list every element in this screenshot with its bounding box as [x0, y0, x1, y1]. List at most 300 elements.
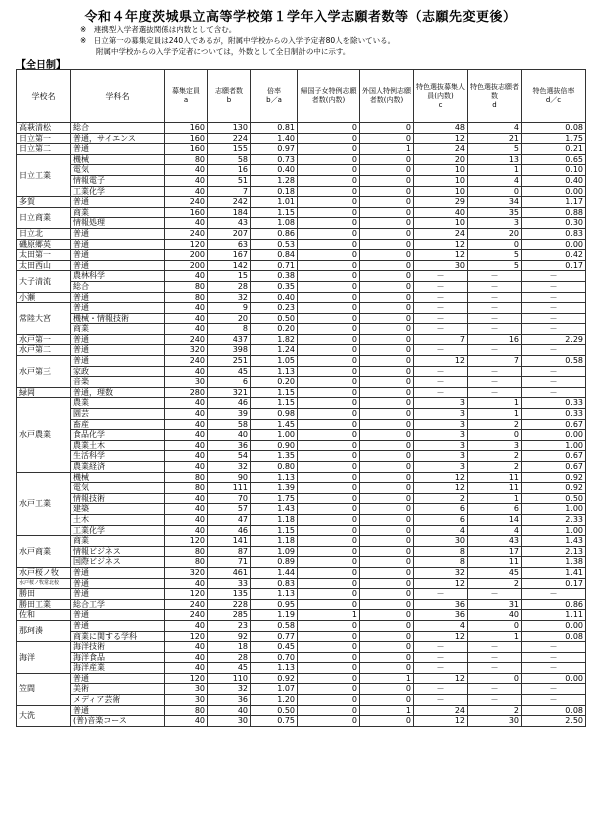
- cell-ratio: 0.81: [251, 123, 298, 134]
- cell-ratio: 0.50: [251, 705, 298, 716]
- cell-dept: 海洋食品: [71, 652, 165, 663]
- cell-special-applicants: 35: [468, 207, 522, 218]
- cell-dept: 生活科学: [71, 451, 165, 462]
- cell-special-ratio: 1.00: [522, 440, 586, 451]
- cell-special-applicants: 4: [468, 525, 522, 536]
- cell-special-applicants: 16: [468, 334, 522, 345]
- cell-ratio: 0.90: [251, 440, 298, 451]
- cell-special-applicants: 0: [468, 186, 522, 197]
- cell-capacity: 80: [165, 472, 208, 483]
- cell-special-capacity: －: [414, 663, 468, 674]
- cell-special-applicants: －: [468, 313, 522, 324]
- cell-applicants: 47: [208, 514, 251, 525]
- cell-special-applicants: 0: [468, 673, 522, 684]
- cell-capacity: 40: [165, 186, 208, 197]
- cell-special-applicants: 11: [468, 483, 522, 494]
- cell-capacity: 40: [165, 271, 208, 282]
- cell-foreign: 0: [360, 345, 414, 356]
- cell-special-capacity: －: [414, 642, 468, 653]
- cell-school: 勝田: [17, 589, 71, 600]
- cell-foreign: 0: [360, 504, 414, 515]
- cell-foreign: 0: [360, 281, 414, 292]
- cell-special-applicants: －: [468, 324, 522, 335]
- cell-special-ratio: 0.42: [522, 250, 586, 261]
- cell-school: 水戸桜ノ牧: [17, 567, 71, 578]
- cell-capacity: 320: [165, 345, 208, 356]
- cell-special-applicants: 1: [468, 398, 522, 409]
- cell-special-ratio: 0.00: [522, 620, 586, 631]
- cell-returnee: 0: [298, 144, 360, 155]
- cell-special-ratio: －: [522, 345, 586, 356]
- cell-returnee: 0: [298, 292, 360, 303]
- cell-special-capacity: 3: [414, 451, 468, 462]
- cell-special-capacity: －: [414, 281, 468, 292]
- cell-dept: 普通: [71, 228, 165, 239]
- cell-special-applicants: 0: [468, 430, 522, 441]
- cell-dept: 普通: [71, 260, 165, 271]
- cell-special-ratio: 0.92: [522, 483, 586, 494]
- cell-returnee: 0: [298, 652, 360, 663]
- cell-school: 水戸桜ノ牧常北校: [17, 578, 71, 589]
- cell-ratio: 0.95: [251, 599, 298, 610]
- cell-special-capacity: 24: [414, 705, 468, 716]
- cell-applicants: 87: [208, 546, 251, 557]
- table-row: [17, 663, 586, 674]
- cell-ratio: 1.15: [251, 387, 298, 398]
- table-row: [17, 620, 586, 631]
- cell-special-applicants: 3: [468, 440, 522, 451]
- cell-dept: 普通: [71, 356, 165, 367]
- cell-capacity: 240: [165, 228, 208, 239]
- header-special-ratio: 特色選抜倍率 d／c: [522, 70, 586, 123]
- cell-special-applicants: 45: [468, 567, 522, 578]
- cell-special-capacity: －: [414, 377, 468, 388]
- cell-capacity: 40: [165, 398, 208, 409]
- header-school: 学校名: [17, 70, 71, 123]
- cell-returnee: 0: [298, 345, 360, 356]
- cell-special-capacity: 10: [414, 186, 468, 197]
- cell-dept: 普通: [71, 705, 165, 716]
- cell-applicants: 28: [208, 281, 251, 292]
- cell-foreign: 0: [360, 366, 414, 377]
- cell-school: 水戸商業: [17, 536, 71, 568]
- cell-special-applicants: 5: [468, 250, 522, 261]
- cell-special-applicants: －: [468, 642, 522, 653]
- cell-capacity: 280: [165, 387, 208, 398]
- cell-school: 佐和: [17, 610, 71, 621]
- cell-foreign: 0: [360, 218, 414, 229]
- cell-foreign: 0: [360, 716, 414, 727]
- cell-dept: 美術: [71, 684, 165, 695]
- cell-foreign: 0: [360, 387, 414, 398]
- cell-special-ratio: 2.50: [522, 716, 586, 727]
- cell-ratio: 1.45: [251, 419, 298, 430]
- cell-foreign: 0: [360, 589, 414, 600]
- cell-capacity: 80: [165, 483, 208, 494]
- cell-special-capacity: 8: [414, 546, 468, 557]
- cell-special-applicants: 6: [468, 504, 522, 515]
- cell-special-capacity: －: [414, 652, 468, 663]
- cell-capacity: 40: [165, 440, 208, 451]
- cell-applicants: 242: [208, 197, 251, 208]
- cell-special-ratio: －: [522, 281, 586, 292]
- cell-special-ratio: －: [522, 271, 586, 282]
- table-row: [17, 398, 586, 409]
- cell-applicants: 33: [208, 578, 251, 589]
- cell-capacity: 40: [165, 451, 208, 462]
- cell-applicants: 111: [208, 483, 251, 494]
- cell-special-capacity: 12: [414, 631, 468, 642]
- note-2: ※ 日立第一の募集定員は240人であるが，附属中学校からの入学予定者80人を除いている。: [80, 36, 396, 45]
- cell-applicants: 18: [208, 642, 251, 653]
- table-row: [17, 557, 586, 568]
- cell-foreign: 0: [360, 546, 414, 557]
- cell-ratio: 1.20: [251, 695, 298, 706]
- cell-school: 海洋: [17, 642, 71, 674]
- cell-school: 勝田工業: [17, 599, 71, 610]
- cell-special-ratio: 0.92: [522, 472, 586, 483]
- table-row: [17, 631, 586, 642]
- cell-capacity: 40: [165, 175, 208, 186]
- cell-applicants: 40: [208, 705, 251, 716]
- cell-capacity: 40: [165, 462, 208, 473]
- cell-capacity: 40: [165, 409, 208, 420]
- cell-returnee: 0: [298, 536, 360, 547]
- cell-capacity: 240: [165, 197, 208, 208]
- cell-special-capacity: 7: [414, 334, 468, 345]
- cell-special-ratio: 0.21: [522, 144, 586, 155]
- cell-special-applicants: 11: [468, 557, 522, 568]
- cell-special-capacity: 4: [414, 525, 468, 536]
- cell-applicants: 224: [208, 133, 251, 144]
- cell-foreign: 0: [360, 536, 414, 547]
- cell-applicants: 285: [208, 610, 251, 621]
- cell-special-ratio: 0.40: [522, 175, 586, 186]
- cell-special-capacity: 10: [414, 175, 468, 186]
- cell-applicants: 58: [208, 419, 251, 430]
- cell-foreign: 1: [360, 144, 414, 155]
- cell-applicants: 135: [208, 589, 251, 600]
- cell-applicants: 63: [208, 239, 251, 250]
- cell-special-ratio: 0.83: [522, 228, 586, 239]
- cell-special-ratio: －: [522, 695, 586, 706]
- cell-school: 那珂湊: [17, 620, 71, 641]
- cell-ratio: 0.40: [251, 292, 298, 303]
- cell-ratio: 1.05: [251, 356, 298, 367]
- cell-returnee: 0: [298, 239, 360, 250]
- cell-ratio: 1.40: [251, 133, 298, 144]
- cell-returnee: 0: [298, 387, 360, 398]
- cell-special-ratio: 0.33: [522, 409, 586, 420]
- cell-school: 日立第二: [17, 144, 71, 155]
- cell-ratio: 0.40: [251, 165, 298, 176]
- cell-capacity: 40: [165, 324, 208, 335]
- cell-capacity: 80: [165, 292, 208, 303]
- cell-ratio: 0.84: [251, 250, 298, 261]
- cell-foreign: 0: [360, 567, 414, 578]
- cell-special-ratio: －: [522, 292, 586, 303]
- cell-dept: 普通: [71, 250, 165, 261]
- section-label: 【全日制】: [16, 60, 66, 71]
- cell-special-capacity: －: [414, 366, 468, 377]
- cell-dept: 農業経済: [71, 462, 165, 473]
- table-row: [17, 303, 586, 314]
- cell-dept: 園芸: [71, 409, 165, 420]
- cell-special-applicants: －: [468, 684, 522, 695]
- cell-dept: 工業化学: [71, 186, 165, 197]
- table-row: [17, 271, 586, 282]
- table-row: [17, 260, 586, 271]
- cell-special-applicants: 1: [468, 165, 522, 176]
- cell-foreign: 0: [360, 409, 414, 420]
- cell-returnee: 0: [298, 186, 360, 197]
- cell-capacity: 40: [165, 504, 208, 515]
- cell-foreign: 0: [360, 303, 414, 314]
- cell-applicants: 321: [208, 387, 251, 398]
- cell-ratio: 0.20: [251, 377, 298, 388]
- cell-special-applicants: 17: [468, 546, 522, 557]
- cell-special-capacity: 10: [414, 218, 468, 229]
- cell-returnee: 0: [298, 525, 360, 536]
- cell-special-ratio: 0.00: [522, 430, 586, 441]
- cell-capacity: 160: [165, 144, 208, 155]
- cell-ratio: 1.44: [251, 567, 298, 578]
- cell-ratio: 1.75: [251, 493, 298, 504]
- cell-ratio: 0.70: [251, 652, 298, 663]
- cell-capacity: 40: [165, 716, 208, 727]
- header-ratio: 倍率 b／a: [251, 70, 298, 123]
- table-row: [17, 536, 586, 547]
- cell-special-applicants: －: [468, 292, 522, 303]
- cell-capacity: 80: [165, 281, 208, 292]
- cell-foreign: 0: [360, 419, 414, 430]
- cell-applicants: 51: [208, 175, 251, 186]
- cell-dept: 情報技術: [71, 493, 165, 504]
- cell-applicants: 71: [208, 557, 251, 568]
- cell-special-ratio: 1.41: [522, 567, 586, 578]
- cell-capacity: 40: [165, 218, 208, 229]
- cell-foreign: 0: [360, 207, 414, 218]
- table-row: [17, 377, 586, 388]
- cell-school: 常陸大宮: [17, 303, 71, 335]
- cell-returnee: 0: [298, 197, 360, 208]
- table-row: [17, 493, 586, 504]
- cell-returnee: 1: [298, 610, 360, 621]
- cell-dept: 普通: [71, 303, 165, 314]
- cell-foreign: 0: [360, 154, 414, 165]
- cell-dept: 普通，サイエンス: [71, 133, 165, 144]
- cell-foreign: 0: [360, 250, 414, 261]
- cell-special-capacity: －: [414, 324, 468, 335]
- cell-foreign: 0: [360, 483, 414, 494]
- cell-capacity: 30: [165, 695, 208, 706]
- table-row: [17, 610, 586, 621]
- cell-dept: 畜産: [71, 419, 165, 430]
- cell-capacity: 40: [165, 313, 208, 324]
- cell-special-applicants: －: [468, 366, 522, 377]
- cell-ratio: 1.13: [251, 366, 298, 377]
- table-row: [17, 218, 586, 229]
- cell-foreign: 0: [360, 462, 414, 473]
- cell-capacity: 40: [165, 642, 208, 653]
- cell-special-ratio: －: [522, 324, 586, 335]
- cell-special-ratio: －: [522, 642, 586, 653]
- cell-ratio: 1.13: [251, 663, 298, 674]
- cell-dept: 建築: [71, 504, 165, 515]
- table-row: [17, 387, 586, 398]
- cell-ratio: 1.01: [251, 197, 298, 208]
- cell-foreign: 0: [360, 175, 414, 186]
- cell-dept: 情報電子: [71, 175, 165, 186]
- cell-ratio: 0.80: [251, 462, 298, 473]
- cell-special-applicants: －: [468, 589, 522, 600]
- cell-special-ratio: 0.88: [522, 207, 586, 218]
- table-row: [17, 525, 586, 536]
- cell-school: 笠間: [17, 673, 71, 705]
- cell-school: 日立工業: [17, 154, 71, 196]
- table-row: [17, 695, 586, 706]
- table-row: [17, 281, 586, 292]
- cell-special-capacity: 12: [414, 133, 468, 144]
- cell-returnee: 0: [298, 673, 360, 684]
- table-row: [17, 483, 586, 494]
- cell-applicants: 142: [208, 260, 251, 271]
- cell-special-capacity: 40: [414, 207, 468, 218]
- table-row: [17, 462, 586, 473]
- table-row: [17, 186, 586, 197]
- cell-special-capacity: 8: [414, 557, 468, 568]
- cell-special-applicants: 3: [468, 218, 522, 229]
- table-row: [17, 366, 586, 377]
- cell-special-applicants: 5: [468, 260, 522, 271]
- header-special-applicants: 特色選抜志願者数 d: [468, 70, 522, 123]
- cell-special-applicants: －: [468, 303, 522, 314]
- cell-special-applicants: 4: [468, 175, 522, 186]
- cell-returnee: 0: [298, 557, 360, 568]
- table-row: [17, 684, 586, 695]
- header-foreign: 外国人特例志願者数(内数): [360, 70, 414, 123]
- cell-school: 水戸工業: [17, 472, 71, 536]
- cell-foreign: 0: [360, 313, 414, 324]
- cell-special-capacity: 48: [414, 123, 468, 134]
- applicants-table: [16, 69, 586, 727]
- cell-dept: 普通: [71, 673, 165, 684]
- cell-returnee: 0: [298, 356, 360, 367]
- cell-dept: 商業に関する学科: [71, 631, 165, 642]
- table-row: [17, 419, 586, 430]
- cell-foreign: 0: [360, 228, 414, 239]
- table-row: [17, 440, 586, 451]
- table-row: [17, 250, 586, 261]
- cell-returnee: 0: [298, 705, 360, 716]
- cell-foreign: 0: [360, 663, 414, 674]
- cell-applicants: 54: [208, 451, 251, 462]
- cell-school: 水戸農業: [17, 398, 71, 472]
- cell-returnee: 0: [298, 451, 360, 462]
- cell-applicants: 45: [208, 366, 251, 377]
- table-header-row: [17, 70, 586, 123]
- cell-special-applicants: 2: [468, 462, 522, 473]
- cell-capacity: 120: [165, 673, 208, 684]
- cell-ratio: 0.18: [251, 186, 298, 197]
- cell-special-applicants: 14: [468, 514, 522, 525]
- cell-foreign: 0: [360, 239, 414, 250]
- table-row: [17, 652, 586, 663]
- cell-foreign: 0: [360, 398, 414, 409]
- cell-special-capacity: －: [414, 292, 468, 303]
- cell-special-applicants: －: [468, 345, 522, 356]
- cell-applicants: 398: [208, 345, 251, 356]
- cell-dept: 商業: [71, 536, 165, 547]
- cell-capacity: 40: [165, 578, 208, 589]
- cell-special-capacity: －: [414, 303, 468, 314]
- cell-returnee: 0: [298, 631, 360, 642]
- header-applicants: 志願者数 b: [208, 70, 251, 123]
- cell-special-applicants: 2: [468, 451, 522, 462]
- cell-dept: 普通: [71, 197, 165, 208]
- cell-school: 大子清流: [17, 271, 71, 292]
- cell-applicants: 15: [208, 271, 251, 282]
- cell-applicants: 7: [208, 186, 251, 197]
- cell-foreign: 0: [360, 514, 414, 525]
- cell-dept: 情報処理: [71, 218, 165, 229]
- cell-special-capacity: 12: [414, 483, 468, 494]
- cell-returnee: 0: [298, 377, 360, 388]
- cell-ratio: 0.38: [251, 271, 298, 282]
- cell-applicants: 57: [208, 504, 251, 515]
- cell-special-ratio: 2.29: [522, 334, 586, 345]
- cell-applicants: 70: [208, 493, 251, 504]
- cell-dept: 音楽: [71, 377, 165, 388]
- cell-capacity: 40: [165, 430, 208, 441]
- cell-special-capacity: －: [414, 313, 468, 324]
- cell-dept: 普通: [71, 292, 165, 303]
- table-row: [17, 123, 586, 134]
- cell-applicants: 228: [208, 599, 251, 610]
- cell-dept: 普通: [71, 567, 165, 578]
- cell-ratio: 1.28: [251, 175, 298, 186]
- cell-special-ratio: 1.75: [522, 133, 586, 144]
- table-row: [17, 324, 586, 335]
- note-1: ※ 連携型入学者選抜関係は内数として含む。: [80, 25, 237, 34]
- cell-dept: 普通: [71, 345, 165, 356]
- cell-capacity: 200: [165, 260, 208, 271]
- cell-special-capacity: 12: [414, 250, 468, 261]
- table-row: [17, 567, 586, 578]
- cell-capacity: 80: [165, 154, 208, 165]
- cell-capacity: 160: [165, 133, 208, 144]
- cell-special-applicants: 1: [468, 409, 522, 420]
- cell-dept: 総合: [71, 123, 165, 134]
- table-row: [17, 504, 586, 515]
- cell-special-capacity: 4: [414, 620, 468, 631]
- cell-special-applicants: 1: [468, 631, 522, 642]
- cell-capacity: 40: [165, 620, 208, 631]
- cell-returnee: 0: [298, 271, 360, 282]
- cell-school: 大洗: [17, 705, 71, 726]
- cell-foreign: 0: [360, 451, 414, 462]
- cell-special-ratio: 1.11: [522, 610, 586, 621]
- cell-special-applicants: 20: [468, 228, 522, 239]
- cell-returnee: 0: [298, 620, 360, 631]
- cell-dept: 総合工学: [71, 599, 165, 610]
- cell-ratio: 1.43: [251, 504, 298, 515]
- cell-returnee: 0: [298, 472, 360, 483]
- cell-special-applicants: 21: [468, 133, 522, 144]
- cell-returnee: 0: [298, 398, 360, 409]
- cell-dept: 商業: [71, 324, 165, 335]
- cell-special-capacity: 3: [414, 398, 468, 409]
